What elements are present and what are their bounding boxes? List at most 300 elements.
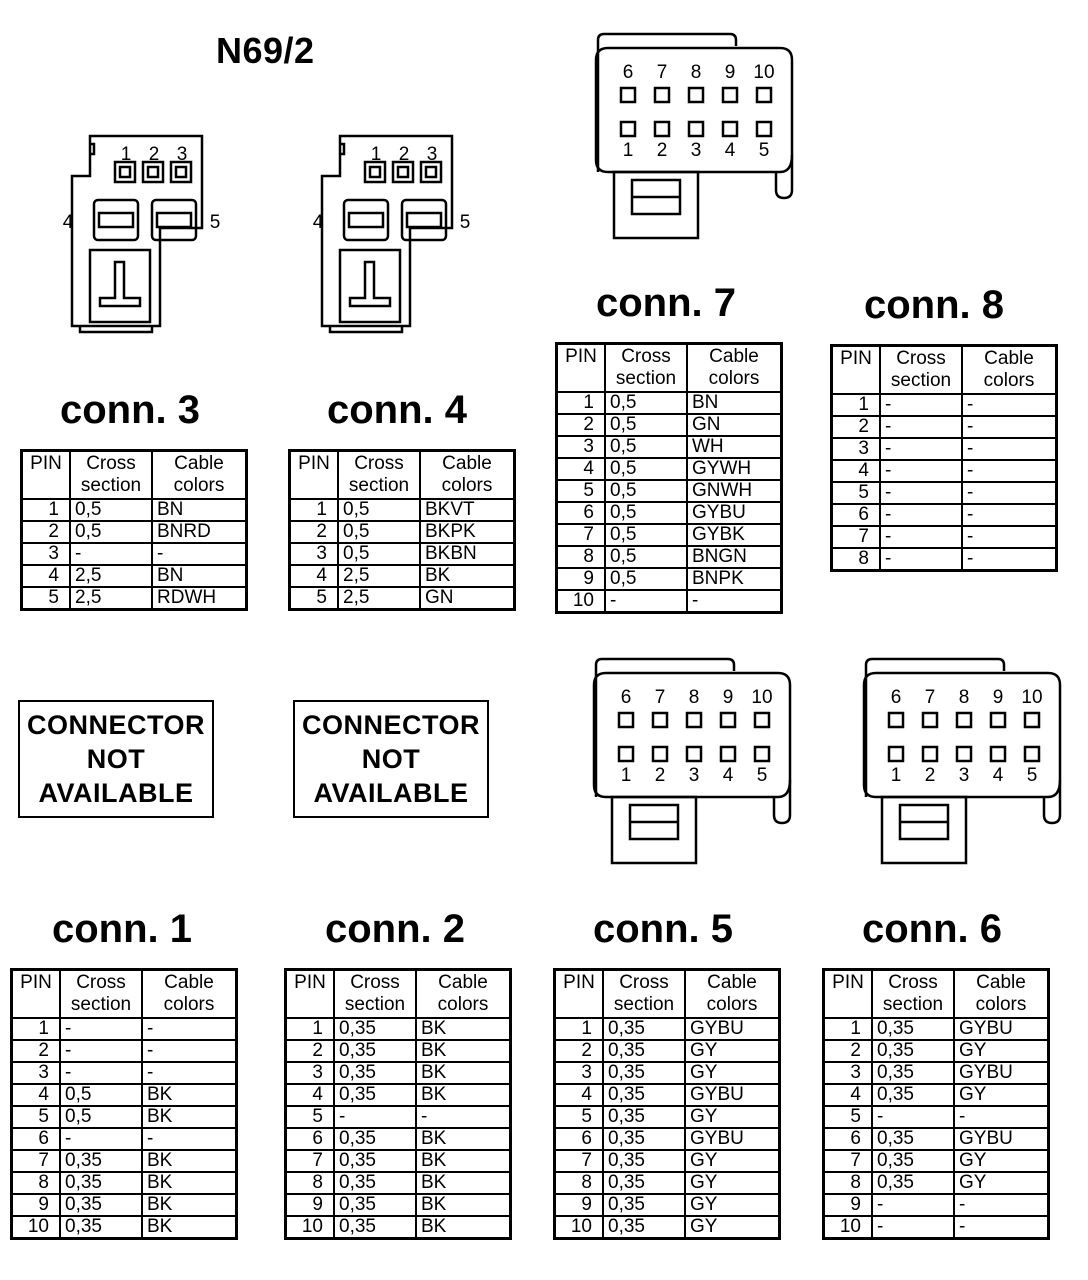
table-row — [832, 526, 1057, 548]
pin-label: 10 — [753, 62, 775, 83]
table-row — [22, 543, 247, 565]
pin-label: 1 — [622, 140, 634, 161]
cross-section-cell: 2,5 — [70, 587, 152, 610]
pin-socket — [621, 122, 635, 136]
pin-label: 1 — [120, 144, 132, 165]
power-pin-socket — [152, 200, 196, 240]
pin-socket — [653, 713, 667, 727]
pin-label: 3 — [688, 765, 700, 786]
table-row — [22, 521, 247, 543]
cross-section-cell: - — [872, 1216, 954, 1239]
cable-color-cell: BK — [142, 1106, 237, 1128]
housing-latch — [1044, 780, 1060, 823]
connector-face-conn3 — [60, 130, 230, 340]
pin-cell: 6 — [286, 1128, 335, 1150]
cable-colors-header — [962, 346, 1057, 395]
conn4-title: conn. 4 — [327, 388, 468, 432]
cross-section-cell: 0,5 — [338, 543, 420, 565]
cross-section-cell: 0,35 — [603, 1084, 685, 1106]
pin-socket — [619, 747, 633, 761]
table-row — [286, 1084, 511, 1106]
pin-socket — [957, 747, 971, 761]
cable-header-line1: Cable — [164, 972, 214, 993]
table-row — [12, 1172, 237, 1194]
pin-header-label: PIN — [840, 348, 872, 369]
cable-header-line2: colors — [173, 475, 225, 496]
pin-cell: 5 — [286, 1106, 335, 1128]
pin-socket — [757, 122, 771, 136]
cable-color-cell: - — [687, 590, 782, 613]
cross-section-cell: 0,35 — [872, 1150, 954, 1172]
cross-header-line1: Cross — [888, 972, 938, 993]
cable-color-cell: - — [142, 1018, 237, 1040]
cross-section-cell: 0,35 — [603, 1194, 685, 1216]
cable-color-cell: BKVT — [420, 499, 515, 521]
cable-color-cell: GN — [687, 414, 782, 436]
table-row — [555, 1084, 780, 1106]
cross-section-cell: 0,35 — [872, 1018, 954, 1040]
power-pin-contact — [99, 213, 133, 227]
conn1-title: conn. 1 — [52, 907, 193, 951]
pin-label: 5 — [756, 765, 768, 786]
pin-socket — [1025, 713, 1039, 727]
conn3-title: conn. 3 — [60, 388, 201, 432]
conn3-pin-table — [20, 449, 248, 611]
cable-color-cell: GYWH — [687, 458, 782, 480]
pin-socket — [991, 747, 1005, 761]
cable-color-cell: GY — [954, 1150, 1049, 1172]
cable-header-line2: colors — [983, 370, 1035, 391]
table-row — [286, 1040, 511, 1062]
cross-section-header — [338, 451, 420, 500]
cross-section-cell: 0,35 — [872, 1172, 954, 1194]
cross-section-cell: 0,5 — [338, 499, 420, 521]
cross-section-cell: 0,5 — [605, 392, 687, 414]
pin-cell: 6 — [824, 1128, 873, 1150]
lock-tab-frame — [614, 172, 698, 238]
cable-color-cell: BK — [142, 1150, 237, 1172]
pin-label: 2 — [654, 765, 666, 786]
pin-contact — [148, 167, 158, 177]
pin-contact — [370, 167, 380, 177]
cross-section-cell: 0,35 — [603, 1128, 685, 1150]
pin-cell: 1 — [290, 499, 339, 521]
cable-colors-header — [420, 451, 515, 500]
cross-section-cell: 0,35 — [334, 1084, 416, 1106]
cross-section-cell: 0,5 — [605, 568, 687, 590]
cable-color-cell: GYBU — [954, 1018, 1049, 1040]
pin-label: 2 — [924, 765, 936, 786]
cross-section-header — [603, 970, 685, 1019]
conn7-pin-table — [555, 342, 783, 614]
cable-color-cell: - — [962, 438, 1057, 460]
cable-color-cell: GNWH — [687, 480, 782, 502]
table-row — [12, 1018, 237, 1040]
pin-contact — [176, 167, 186, 177]
cross-section-header — [70, 451, 152, 500]
table-row — [557, 524, 782, 546]
cross-section-cell: - — [880, 416, 962, 438]
pin-cell: 3 — [22, 543, 71, 565]
cross-section-cell: 0,5 — [605, 480, 687, 502]
pin-cell: 2 — [12, 1040, 61, 1062]
cross-header-line1: Cross — [621, 346, 671, 367]
pin-socket — [171, 162, 191, 182]
cable-color-cell: BNPK — [687, 568, 782, 590]
table-row — [555, 1172, 780, 1194]
pin-cell: 9 — [555, 1194, 604, 1216]
pin-header-label: PIN — [563, 972, 595, 993]
table-row — [290, 587, 515, 610]
connector-face-conn4 — [310, 130, 480, 340]
pin-label: 1 — [370, 144, 382, 165]
cross-section-cell: - — [605, 590, 687, 613]
pin-cell: 8 — [832, 548, 881, 571]
cable-color-cell: - — [142, 1040, 237, 1062]
not-available-line3: AVAILABLE — [313, 778, 469, 808]
cross-section-cell: 0,5 — [70, 521, 152, 543]
pin-header-label: PIN — [832, 972, 864, 993]
pin-label: 7 — [924, 687, 936, 708]
pin-contact — [426, 167, 436, 177]
table-row — [824, 1216, 1049, 1239]
pin-cell: 3 — [290, 543, 339, 565]
table-row — [824, 1106, 1049, 1128]
table-row — [286, 1062, 511, 1084]
cross-section-cell: - — [60, 1128, 142, 1150]
cable-color-cell: - — [142, 1128, 237, 1150]
pin-header-label: PIN — [30, 453, 62, 474]
table-row — [557, 568, 782, 590]
cable-color-cell: BK — [420, 565, 515, 587]
table-row — [832, 460, 1057, 482]
cable-color-cell: - — [416, 1106, 511, 1128]
cable-color-cell: - — [962, 548, 1057, 571]
cross-section-header — [880, 346, 962, 395]
pin-cell: 4 — [22, 565, 71, 587]
pin-cell: 5 — [557, 480, 606, 502]
cable-header-line1: Cable — [438, 972, 488, 993]
pin-cell: 1 — [286, 1018, 335, 1040]
conn8-title: conn. 8 — [864, 283, 1005, 327]
pin-cell: 9 — [12, 1194, 61, 1216]
cross-section-cell: - — [60, 1018, 142, 1040]
pin-header — [12, 970, 61, 1019]
power-pin-contact — [407, 213, 441, 227]
cable-color-cell: - — [962, 460, 1057, 482]
table-row — [286, 1018, 511, 1040]
cable-color-cell: GN — [420, 587, 515, 610]
pin-label: 3 — [690, 140, 702, 161]
cross-section-cell: - — [70, 543, 152, 565]
pin-label: 4 — [312, 212, 324, 233]
table-row — [286, 1194, 511, 1216]
cross-section-cell: - — [880, 394, 962, 416]
cable-color-cell: - — [962, 394, 1057, 416]
cross-section-cell: 2,5 — [338, 587, 420, 610]
table-row — [12, 1084, 237, 1106]
cable-color-cell: GYBU — [685, 1084, 780, 1106]
cross-header-line1: Cross — [350, 972, 400, 993]
cross-section-cell: 0,35 — [603, 1150, 685, 1172]
pin-cell: 2 — [286, 1040, 335, 1062]
pin-label: 5 — [1026, 765, 1038, 786]
table-header-row — [286, 970, 511, 1019]
cable-color-cell: - — [142, 1062, 237, 1084]
cross-section-cell: 0,35 — [334, 1018, 416, 1040]
pin-cell: 2 — [832, 416, 881, 438]
pin-label: 8 — [688, 687, 700, 708]
cable-color-cell: BK — [416, 1062, 511, 1084]
conn2-title: conn. 2 — [325, 907, 466, 951]
pin-header — [286, 970, 335, 1019]
cross-section-cell: - — [60, 1062, 142, 1084]
pin-cell: 1 — [832, 394, 881, 416]
pin-cell: 1 — [557, 392, 606, 414]
cross-section-cell: 0,5 — [605, 414, 687, 436]
pin-header — [555, 970, 604, 1019]
pin-label: 10 — [1021, 687, 1043, 708]
cross-header-line2: section — [80, 475, 142, 496]
cable-color-cell: BN — [152, 499, 247, 521]
cross-section-cell: 0,35 — [603, 1018, 685, 1040]
cable-header-line1: Cable — [709, 346, 759, 367]
pin-cell: 10 — [824, 1216, 873, 1239]
cable-color-cell: GY — [685, 1106, 780, 1128]
table-row — [555, 1150, 780, 1172]
connector-not-available-box-1 — [18, 700, 214, 818]
pin-label: 5 — [209, 212, 221, 233]
conn6-pin-table — [822, 968, 1050, 1240]
page-title: N69/2 — [216, 30, 315, 71]
cross-section-cell: - — [872, 1194, 954, 1216]
cable-color-cell: GY — [685, 1216, 780, 1239]
pin-socket — [723, 88, 737, 102]
cable-color-cell: GYBU — [954, 1128, 1049, 1150]
pin-label: 4 — [992, 765, 1004, 786]
power-pin-socket — [344, 200, 388, 240]
table-row — [832, 482, 1057, 504]
connector-not-available-box-2 — [293, 700, 489, 818]
cable-colors-header — [685, 970, 780, 1019]
cross-header-line2: section — [890, 370, 952, 391]
table-header-row — [22, 451, 247, 500]
pin-cell: 3 — [832, 438, 881, 460]
pin-cell: 1 — [12, 1018, 61, 1040]
pin-label: 4 — [724, 140, 736, 161]
cable-header-line1: Cable — [976, 972, 1026, 993]
pin-cell: 3 — [12, 1062, 61, 1084]
cable-color-cell: - — [954, 1216, 1049, 1239]
pin-cell: 1 — [22, 499, 71, 521]
table-row — [832, 438, 1057, 460]
cable-colors-header — [142, 970, 237, 1019]
cross-section-cell: 0,35 — [334, 1150, 416, 1172]
pin-cell: 6 — [12, 1128, 61, 1150]
table-header-row — [557, 344, 782, 393]
cable-color-cell: GY — [954, 1084, 1049, 1106]
cable-color-cell: GY — [685, 1040, 780, 1062]
not-available-line1: CONNECTOR — [26, 710, 205, 740]
pin-cell: 5 — [555, 1106, 604, 1128]
cable-color-cell: BK — [142, 1172, 237, 1194]
cross-header-line2: section — [348, 475, 410, 496]
table-row — [557, 436, 782, 458]
pin-header-label: PIN — [294, 972, 326, 993]
table-row — [557, 590, 782, 613]
connector-face-conn7 — [590, 30, 810, 245]
pin-cell: 8 — [12, 1172, 61, 1194]
cable-color-cell: GYBK — [687, 524, 782, 546]
cable-color-cell: WH — [687, 436, 782, 458]
cable-color-cell: - — [962, 482, 1057, 504]
pin-socket — [723, 122, 737, 136]
pin-cell: 4 — [290, 565, 339, 587]
cable-header-line2: colors — [706, 994, 758, 1015]
cable-color-cell: - — [954, 1194, 1049, 1216]
cable-color-cell: RDWH — [152, 587, 247, 610]
pin-cell: 2 — [22, 521, 71, 543]
pin-label: 8 — [958, 687, 970, 708]
cable-color-cell: BKBN — [420, 543, 515, 565]
pin-cell: 8 — [286, 1172, 335, 1194]
cable-header-line2: colors — [975, 994, 1027, 1015]
pin-cell: 7 — [286, 1150, 335, 1172]
pin-cell: 2 — [824, 1040, 873, 1062]
cross-section-cell: - — [880, 482, 962, 504]
table-row — [555, 1106, 780, 1128]
pin-header — [557, 344, 606, 393]
pin-label: 7 — [654, 687, 666, 708]
connector-face-conn6 — [858, 655, 1078, 870]
table-row — [555, 1216, 780, 1239]
cable-color-cell: - — [962, 416, 1057, 438]
not-available-line2: NOT — [361, 744, 421, 774]
pin-label: 8 — [690, 62, 702, 83]
pin-socket — [889, 713, 903, 727]
pin-cell: 6 — [832, 504, 881, 526]
cable-header-line1: Cable — [707, 972, 757, 993]
pin-label: 6 — [622, 62, 634, 83]
table-row — [555, 1194, 780, 1216]
cross-section-cell: 0,35 — [60, 1216, 142, 1239]
pin-label: 10 — [751, 687, 773, 708]
cross-section-cell: 0,5 — [338, 521, 420, 543]
cross-header-line2: section — [882, 994, 944, 1015]
cable-color-cell: BK — [142, 1194, 237, 1216]
pin-cell: 6 — [555, 1128, 604, 1150]
table-row — [12, 1106, 237, 1128]
table-row — [555, 1040, 780, 1062]
pin-cell: 4 — [12, 1084, 61, 1106]
pin-header — [832, 346, 881, 395]
cross-header-line1: Cross — [619, 972, 669, 993]
table-row — [832, 416, 1057, 438]
pin-socket — [923, 747, 937, 761]
table-row — [824, 1040, 1049, 1062]
cable-color-cell: GY — [685, 1172, 780, 1194]
cross-section-cell: 0,5 — [605, 524, 687, 546]
cross-header-line1: Cross — [76, 972, 126, 993]
pin-socket — [653, 747, 667, 761]
cable-color-cell: BK — [142, 1216, 237, 1239]
pin-socket — [365, 162, 385, 182]
cable-header-line2: colors — [708, 368, 760, 389]
cable-header-line1: Cable — [174, 453, 224, 474]
pin-cell: 2 — [557, 414, 606, 436]
cross-header-line1: Cross — [354, 453, 404, 474]
pin-contact — [398, 167, 408, 177]
pin-label: 3 — [958, 765, 970, 786]
pin-cell: 10 — [12, 1216, 61, 1239]
lock-tab — [350, 262, 390, 306]
pin-cell: 9 — [824, 1194, 873, 1216]
table-row — [557, 392, 782, 414]
cross-section-cell: 0,35 — [334, 1172, 416, 1194]
cross-section-cell: 0,35 — [60, 1150, 142, 1172]
pin-socket — [889, 747, 903, 761]
table-row — [555, 1128, 780, 1150]
cable-colors-header — [416, 970, 511, 1019]
table-row — [12, 1128, 237, 1150]
cross-section-cell: 0,35 — [334, 1128, 416, 1150]
pin-socket — [655, 122, 669, 136]
pin-cell: 3 — [557, 436, 606, 458]
cross-section-cell: 0,35 — [872, 1128, 954, 1150]
cable-color-cell: BN — [152, 565, 247, 587]
cable-color-cell: GYBU — [954, 1062, 1049, 1084]
pin-cell: 5 — [290, 587, 339, 610]
cable-colors-header — [954, 970, 1049, 1019]
pin-label: 4 — [722, 765, 734, 786]
table-row — [824, 1084, 1049, 1106]
pin-label: 2 — [148, 144, 160, 165]
cross-section-cell: 0,5 — [605, 502, 687, 524]
pin-cell: 4 — [832, 460, 881, 482]
cable-color-cell: BN — [687, 392, 782, 414]
cross-section-cell: - — [60, 1040, 142, 1062]
pin-cell: 3 — [555, 1062, 604, 1084]
not-available-line2: NOT — [86, 744, 146, 774]
cable-color-cell: GY — [954, 1172, 1049, 1194]
power-pin-socket — [402, 200, 446, 240]
pin-cell: 3 — [286, 1062, 335, 1084]
pin-label: 1 — [620, 765, 632, 786]
pin-header-label: PIN — [20, 972, 52, 993]
cross-section-header — [334, 970, 416, 1019]
table-row — [824, 1150, 1049, 1172]
cross-section-cell: 0,5 — [60, 1084, 142, 1106]
table-row — [832, 394, 1057, 416]
table-header-row — [832, 346, 1057, 395]
table-row — [832, 548, 1057, 571]
table-row — [824, 1062, 1049, 1084]
housing-latch — [776, 155, 792, 198]
lock-tab — [100, 262, 140, 306]
pin-cell: 10 — [555, 1216, 604, 1239]
table-row — [555, 1018, 780, 1040]
cross-header-line2: section — [344, 994, 406, 1015]
pin-label: 3 — [176, 144, 188, 165]
cross-header-line2: section — [615, 368, 677, 389]
table-header-row — [824, 970, 1049, 1019]
pin-label: 9 — [992, 687, 1004, 708]
lock-tab-frame — [612, 797, 696, 863]
cross-section-cell: 0,35 — [334, 1040, 416, 1062]
pin-label: 2 — [398, 144, 410, 165]
pin-cell: 6 — [557, 502, 606, 524]
cross-section-cell: - — [880, 548, 962, 571]
